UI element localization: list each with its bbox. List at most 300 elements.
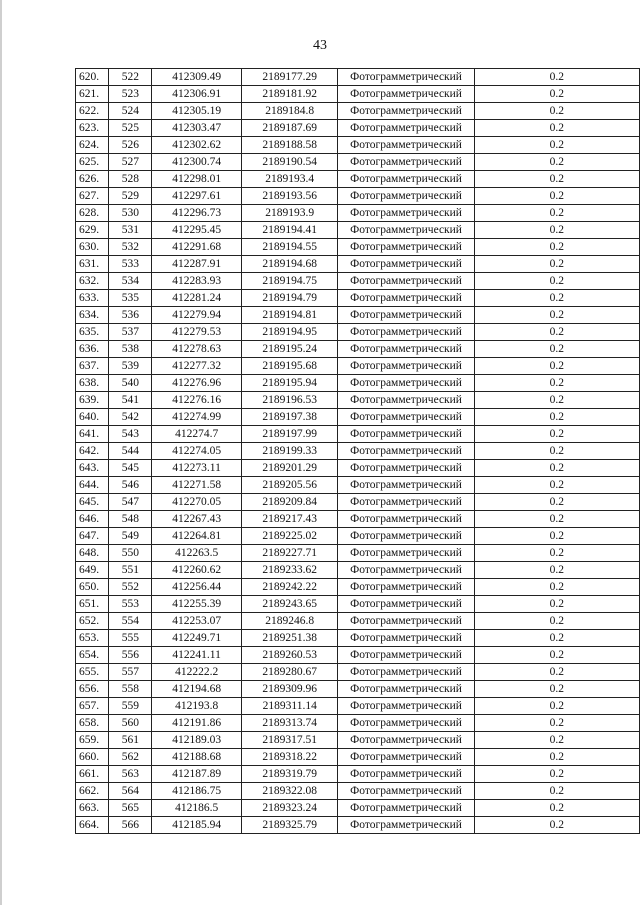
accuracy-cell: 0.2: [474, 273, 639, 290]
y-coordinate-cell: 2189246.8: [241, 613, 338, 630]
row-number-cell: 644.: [76, 477, 109, 494]
method-cell: Фотограмметрический: [338, 409, 474, 426]
method-cell: Фотограмметрический: [338, 817, 474, 834]
row-number-cell: 656.: [76, 681, 109, 698]
method-cell: Фотограмметрический: [338, 171, 474, 188]
x-coordinate-cell: 412295.45: [152, 222, 242, 239]
table-row: [76, 494, 640, 511]
x-coordinate-cell: 412264.81: [152, 528, 242, 545]
table-row: [76, 120, 640, 137]
table-row: [76, 290, 640, 307]
method-cell: Фотограмметрический: [338, 222, 474, 239]
x-coordinate-cell: 412267.43: [152, 511, 242, 528]
point-number-cell: 539: [109, 358, 152, 375]
row-number-cell: 640.: [76, 409, 109, 426]
row-number-cell: 632.: [76, 273, 109, 290]
coordinates-table: [75, 68, 640, 834]
row-number-cell: 637.: [76, 358, 109, 375]
point-number-cell: 524: [109, 103, 152, 120]
y-coordinate-cell: 2189195.24: [241, 341, 338, 358]
row-number-cell: 642.: [76, 443, 109, 460]
method-cell: Фотограмметрический: [338, 460, 474, 477]
point-number-cell: 546: [109, 477, 152, 494]
row-number-cell: 626.: [76, 171, 109, 188]
x-coordinate-cell: 412296.73: [152, 205, 242, 222]
y-coordinate-cell: 2189233.62: [241, 562, 338, 579]
method-cell: Фотограмметрический: [338, 647, 474, 664]
accuracy-cell: 0.2: [474, 120, 639, 137]
table-row: [76, 239, 640, 256]
point-number-cell: 542: [109, 409, 152, 426]
y-coordinate-cell: 2189194.68: [241, 256, 338, 273]
row-number-cell: 649.: [76, 562, 109, 579]
y-coordinate-cell: 2189194.55: [241, 239, 338, 256]
accuracy-cell: 0.2: [474, 613, 639, 630]
scan-edge-line: [0, 0, 2, 905]
method-cell: Фотограмметрический: [338, 188, 474, 205]
table-row: [76, 171, 640, 188]
point-number-cell: 548: [109, 511, 152, 528]
accuracy-cell: 0.2: [474, 817, 639, 834]
row-number-cell: 654.: [76, 647, 109, 664]
accuracy-cell: 0.2: [474, 341, 639, 358]
method-cell: Фотограмметрический: [338, 239, 474, 256]
row-number-cell: 628.: [76, 205, 109, 222]
y-coordinate-cell: 2189195.68: [241, 358, 338, 375]
table-row: [76, 103, 640, 120]
method-cell: Фотограмметрический: [338, 290, 474, 307]
method-cell: Фотограмметрический: [338, 443, 474, 460]
y-coordinate-cell: 2189201.29: [241, 460, 338, 477]
point-number-cell: 550: [109, 545, 152, 562]
method-cell: Фотограмметрический: [338, 715, 474, 732]
table-row: [76, 732, 640, 749]
point-number-cell: 534: [109, 273, 152, 290]
y-coordinate-cell: 2189318.22: [241, 749, 338, 766]
x-coordinate-cell: 412309.49: [152, 69, 242, 86]
accuracy-cell: 0.2: [474, 664, 639, 681]
x-coordinate-cell: 412278.63: [152, 341, 242, 358]
x-coordinate-cell: 412188.68: [152, 749, 242, 766]
y-coordinate-cell: 2189199.33: [241, 443, 338, 460]
y-coordinate-cell: 2189194.41: [241, 222, 338, 239]
method-cell: Фотограмметрический: [338, 256, 474, 273]
point-number-cell: 531: [109, 222, 152, 239]
table-row: [76, 341, 640, 358]
accuracy-cell: 0.2: [474, 171, 639, 188]
y-coordinate-cell: 2189209.84: [241, 494, 338, 511]
row-number-cell: 646.: [76, 511, 109, 528]
x-coordinate-cell: 412279.94: [152, 307, 242, 324]
y-coordinate-cell: 2189194.81: [241, 307, 338, 324]
table-row: [76, 256, 640, 273]
x-coordinate-cell: 412260.62: [152, 562, 242, 579]
x-coordinate-cell: 412281.24: [152, 290, 242, 307]
accuracy-cell: 0.2: [474, 596, 639, 613]
point-number-cell: 537: [109, 324, 152, 341]
y-coordinate-cell: 2189322.08: [241, 783, 338, 800]
accuracy-cell: 0.2: [474, 681, 639, 698]
x-coordinate-cell: 412276.96: [152, 375, 242, 392]
table-row: [76, 749, 640, 766]
accuracy-cell: 0.2: [474, 290, 639, 307]
y-coordinate-cell: 2189177.29: [241, 69, 338, 86]
x-coordinate-cell: 412194.68: [152, 681, 242, 698]
x-coordinate-cell: 412277.32: [152, 358, 242, 375]
x-coordinate-cell: 412274.99: [152, 409, 242, 426]
row-number-cell: 662.: [76, 783, 109, 800]
y-coordinate-cell: 2189194.75: [241, 273, 338, 290]
point-number-cell: 530: [109, 205, 152, 222]
table-row: [76, 392, 640, 409]
y-coordinate-cell: 2189317.51: [241, 732, 338, 749]
method-cell: Фотограмметрический: [338, 137, 474, 154]
point-number-cell: 556: [109, 647, 152, 664]
y-coordinate-cell: 2189184.8: [241, 103, 338, 120]
y-coordinate-cell: 2189188.58: [241, 137, 338, 154]
accuracy-cell: 0.2: [474, 307, 639, 324]
y-coordinate-cell: 2189227.71: [241, 545, 338, 562]
accuracy-cell: 0.2: [474, 222, 639, 239]
x-coordinate-cell: 412256.44: [152, 579, 242, 596]
table-row: [76, 137, 640, 154]
table-row: [76, 596, 640, 613]
accuracy-cell: 0.2: [474, 494, 639, 511]
method-cell: Фотограмметрический: [338, 698, 474, 715]
row-number-cell: 635.: [76, 324, 109, 341]
accuracy-cell: 0.2: [474, 426, 639, 443]
row-number-cell: 653.: [76, 630, 109, 647]
row-number-cell: 643.: [76, 460, 109, 477]
row-number-cell: 636.: [76, 341, 109, 358]
accuracy-cell: 0.2: [474, 511, 639, 528]
point-number-cell: 549: [109, 528, 152, 545]
x-coordinate-cell: 412303.47: [152, 120, 242, 137]
table-row: [76, 698, 640, 715]
y-coordinate-cell: 2189311.14: [241, 698, 338, 715]
x-coordinate-cell: 412263.5: [152, 545, 242, 562]
method-cell: Фотограмметрический: [338, 562, 474, 579]
row-number-cell: 634.: [76, 307, 109, 324]
table-row: [76, 579, 640, 596]
accuracy-cell: 0.2: [474, 392, 639, 409]
point-number-cell: 545: [109, 460, 152, 477]
table-row: [76, 443, 640, 460]
point-number-cell: 544: [109, 443, 152, 460]
point-number-cell: 529: [109, 188, 152, 205]
row-number-cell: 620.: [76, 69, 109, 86]
x-coordinate-cell: 412191.86: [152, 715, 242, 732]
method-cell: Фотограмметрический: [338, 545, 474, 562]
x-coordinate-cell: 412189.03: [152, 732, 242, 749]
row-number-cell: 638.: [76, 375, 109, 392]
point-number-cell: 536: [109, 307, 152, 324]
table-row: [76, 154, 640, 171]
accuracy-cell: 0.2: [474, 69, 639, 86]
row-number-cell: 655.: [76, 664, 109, 681]
method-cell: Фотограмметрический: [338, 86, 474, 103]
table-row: [76, 562, 640, 579]
method-cell: Фотограмметрический: [338, 392, 474, 409]
point-number-cell: 527: [109, 154, 152, 171]
method-cell: Фотограмметрический: [338, 681, 474, 698]
y-coordinate-cell: 2189251.38: [241, 630, 338, 647]
point-number-cell: 555: [109, 630, 152, 647]
x-coordinate-cell: 412193.8: [152, 698, 242, 715]
x-coordinate-cell: 412255.39: [152, 596, 242, 613]
accuracy-cell: 0.2: [474, 239, 639, 256]
x-coordinate-cell: 412222.2: [152, 664, 242, 681]
y-coordinate-cell: 2189242.22: [241, 579, 338, 596]
x-coordinate-cell: 412253.07: [152, 613, 242, 630]
y-coordinate-cell: 2189193.9: [241, 205, 338, 222]
method-cell: Фотограмметрический: [338, 154, 474, 171]
accuracy-cell: 0.2: [474, 749, 639, 766]
accuracy-cell: 0.2: [474, 528, 639, 545]
table-row: [76, 477, 640, 494]
x-coordinate-cell: 412270.05: [152, 494, 242, 511]
y-coordinate-cell: 2189325.79: [241, 817, 338, 834]
table-row: [76, 375, 640, 392]
method-cell: Фотограмметрический: [338, 477, 474, 494]
coordinates-table-body: [76, 69, 640, 834]
method-cell: Фотограмметрический: [338, 273, 474, 290]
y-coordinate-cell: 2189323.24: [241, 800, 338, 817]
x-coordinate-cell: 412279.53: [152, 324, 242, 341]
x-coordinate-cell: 412300.74: [152, 154, 242, 171]
point-number-cell: 565: [109, 800, 152, 817]
table-row: [76, 86, 640, 103]
accuracy-cell: 0.2: [474, 732, 639, 749]
method-cell: Фотограмметрический: [338, 426, 474, 443]
x-coordinate-cell: 412298.01: [152, 171, 242, 188]
accuracy-cell: 0.2: [474, 256, 639, 273]
x-coordinate-cell: 412186.5: [152, 800, 242, 817]
point-number-cell: 560: [109, 715, 152, 732]
table-row: [76, 647, 640, 664]
accuracy-cell: 0.2: [474, 86, 639, 103]
row-number-cell: 641.: [76, 426, 109, 443]
accuracy-cell: 0.2: [474, 205, 639, 222]
row-number-cell: 633.: [76, 290, 109, 307]
row-number-cell: 647.: [76, 528, 109, 545]
table-row: [76, 715, 640, 732]
method-cell: Фотограмметрический: [338, 613, 474, 630]
y-coordinate-cell: 2189195.94: [241, 375, 338, 392]
row-number-cell: 652.: [76, 613, 109, 630]
y-coordinate-cell: 2189194.79: [241, 290, 338, 307]
table-row: [76, 324, 640, 341]
method-cell: Фотограмметрический: [338, 664, 474, 681]
accuracy-cell: 0.2: [474, 545, 639, 562]
y-coordinate-cell: 2189197.38: [241, 409, 338, 426]
row-number-cell: 660.: [76, 749, 109, 766]
row-number-cell: 630.: [76, 239, 109, 256]
point-number-cell: 561: [109, 732, 152, 749]
table-row: [76, 188, 640, 205]
y-coordinate-cell: 2189194.95: [241, 324, 338, 341]
method-cell: Фотограмметрический: [338, 579, 474, 596]
point-number-cell: 566: [109, 817, 152, 834]
table-row: [76, 307, 640, 324]
row-number-cell: 650.: [76, 579, 109, 596]
x-coordinate-cell: 412287.91: [152, 256, 242, 273]
y-coordinate-cell: 2189309.96: [241, 681, 338, 698]
method-cell: Фотограмметрический: [338, 749, 474, 766]
point-number-cell: 558: [109, 681, 152, 698]
method-cell: Фотограмметрический: [338, 341, 474, 358]
method-cell: Фотограмметрический: [338, 800, 474, 817]
accuracy-cell: 0.2: [474, 800, 639, 817]
method-cell: Фотограмметрический: [338, 732, 474, 749]
table-row: [76, 358, 640, 375]
table-row: [76, 69, 640, 86]
point-number-cell: 541: [109, 392, 152, 409]
point-number-cell: 554: [109, 613, 152, 630]
x-coordinate-cell: 412291.68: [152, 239, 242, 256]
method-cell: Фотограмметрический: [338, 494, 474, 511]
row-number-cell: 648.: [76, 545, 109, 562]
y-coordinate-cell: 2189225.02: [241, 528, 338, 545]
table-row: [76, 460, 640, 477]
accuracy-cell: 0.2: [474, 460, 639, 477]
table-row: [76, 205, 640, 222]
method-cell: Фотограмметрический: [338, 511, 474, 528]
x-coordinate-cell: 412274.05: [152, 443, 242, 460]
method-cell: Фотограмметрический: [338, 528, 474, 545]
table-row: [76, 817, 640, 834]
accuracy-cell: 0.2: [474, 375, 639, 392]
accuracy-cell: 0.2: [474, 188, 639, 205]
y-coordinate-cell: 2189319.79: [241, 766, 338, 783]
accuracy-cell: 0.2: [474, 324, 639, 341]
point-number-cell: 563: [109, 766, 152, 783]
row-number-cell: 645.: [76, 494, 109, 511]
point-number-cell: 553: [109, 596, 152, 613]
point-number-cell: 523: [109, 86, 152, 103]
y-coordinate-cell: 2189193.56: [241, 188, 338, 205]
point-number-cell: 552: [109, 579, 152, 596]
y-coordinate-cell: 2189205.56: [241, 477, 338, 494]
method-cell: Фотограмметрический: [338, 103, 474, 120]
method-cell: Фотограмметрический: [338, 324, 474, 341]
table-row: [76, 800, 640, 817]
x-coordinate-cell: 412283.93: [152, 273, 242, 290]
table-row: [76, 273, 640, 290]
row-number-cell: 625.: [76, 154, 109, 171]
row-number-cell: 651.: [76, 596, 109, 613]
row-number-cell: 658.: [76, 715, 109, 732]
point-number-cell: 526: [109, 137, 152, 154]
y-coordinate-cell: 2189193.4: [241, 171, 338, 188]
accuracy-cell: 0.2: [474, 715, 639, 732]
row-number-cell: 629.: [76, 222, 109, 239]
accuracy-cell: 0.2: [474, 579, 639, 596]
accuracy-cell: 0.2: [474, 766, 639, 783]
x-coordinate-cell: 412274.7: [152, 426, 242, 443]
row-number-cell: 621.: [76, 86, 109, 103]
method-cell: Фотограмметрический: [338, 69, 474, 86]
point-number-cell: 564: [109, 783, 152, 800]
x-coordinate-cell: 412273.11: [152, 460, 242, 477]
accuracy-cell: 0.2: [474, 103, 639, 120]
y-coordinate-cell: 2189313.74: [241, 715, 338, 732]
point-number-cell: 543: [109, 426, 152, 443]
point-number-cell: 559: [109, 698, 152, 715]
point-number-cell: 557: [109, 664, 152, 681]
x-coordinate-cell: 412297.61: [152, 188, 242, 205]
method-cell: Фотограмметрический: [338, 596, 474, 613]
accuracy-cell: 0.2: [474, 783, 639, 800]
x-coordinate-cell: 412185.94: [152, 817, 242, 834]
x-coordinate-cell: 412241.11: [152, 647, 242, 664]
method-cell: Фотограмметрический: [338, 205, 474, 222]
x-coordinate-cell: 412276.16: [152, 392, 242, 409]
point-number-cell: 538: [109, 341, 152, 358]
x-coordinate-cell: 412305.19: [152, 103, 242, 120]
table-row: [76, 783, 640, 800]
point-number-cell: 528: [109, 171, 152, 188]
point-number-cell: 540: [109, 375, 152, 392]
accuracy-cell: 0.2: [474, 358, 639, 375]
table-row: [76, 545, 640, 562]
y-coordinate-cell: 2189243.65: [241, 596, 338, 613]
accuracy-cell: 0.2: [474, 154, 639, 171]
table-row: [76, 681, 640, 698]
row-number-cell: 664.: [76, 817, 109, 834]
point-number-cell: 532: [109, 239, 152, 256]
accuracy-cell: 0.2: [474, 137, 639, 154]
table-row: [76, 630, 640, 647]
accuracy-cell: 0.2: [474, 698, 639, 715]
method-cell: Фотограмметрический: [338, 120, 474, 137]
method-cell: Фотограмметрический: [338, 358, 474, 375]
table-row: [76, 528, 640, 545]
x-coordinate-cell: 412306.91: [152, 86, 242, 103]
row-number-cell: 657.: [76, 698, 109, 715]
row-number-cell: 622.: [76, 103, 109, 120]
x-coordinate-cell: 412186.75: [152, 783, 242, 800]
table-row: [76, 613, 640, 630]
x-coordinate-cell: 412271.58: [152, 477, 242, 494]
method-cell: Фотограмметрический: [338, 630, 474, 647]
accuracy-cell: 0.2: [474, 477, 639, 494]
point-number-cell: 551: [109, 562, 152, 579]
method-cell: Фотограмметрический: [338, 375, 474, 392]
point-number-cell: 525: [109, 120, 152, 137]
row-number-cell: 624.: [76, 137, 109, 154]
accuracy-cell: 0.2: [474, 562, 639, 579]
row-number-cell: 663.: [76, 800, 109, 817]
table-row: [76, 766, 640, 783]
y-coordinate-cell: 2189181.92: [241, 86, 338, 103]
accuracy-cell: 0.2: [474, 409, 639, 426]
method-cell: Фотограмметрический: [338, 783, 474, 800]
y-coordinate-cell: 2189260.53: [241, 647, 338, 664]
point-number-cell: 547: [109, 494, 152, 511]
page-number: 43: [313, 38, 327, 53]
point-number-cell: 535: [109, 290, 152, 307]
y-coordinate-cell: 2189187.69: [241, 120, 338, 137]
y-coordinate-cell: 2189217.43: [241, 511, 338, 528]
y-coordinate-cell: 2189197.99: [241, 426, 338, 443]
row-number-cell: 627.: [76, 188, 109, 205]
table-row: [76, 426, 640, 443]
y-coordinate-cell: 2189196.53: [241, 392, 338, 409]
x-coordinate-cell: 412249.71: [152, 630, 242, 647]
row-number-cell: 623.: [76, 120, 109, 137]
method-cell: Фотограмметрический: [338, 307, 474, 324]
